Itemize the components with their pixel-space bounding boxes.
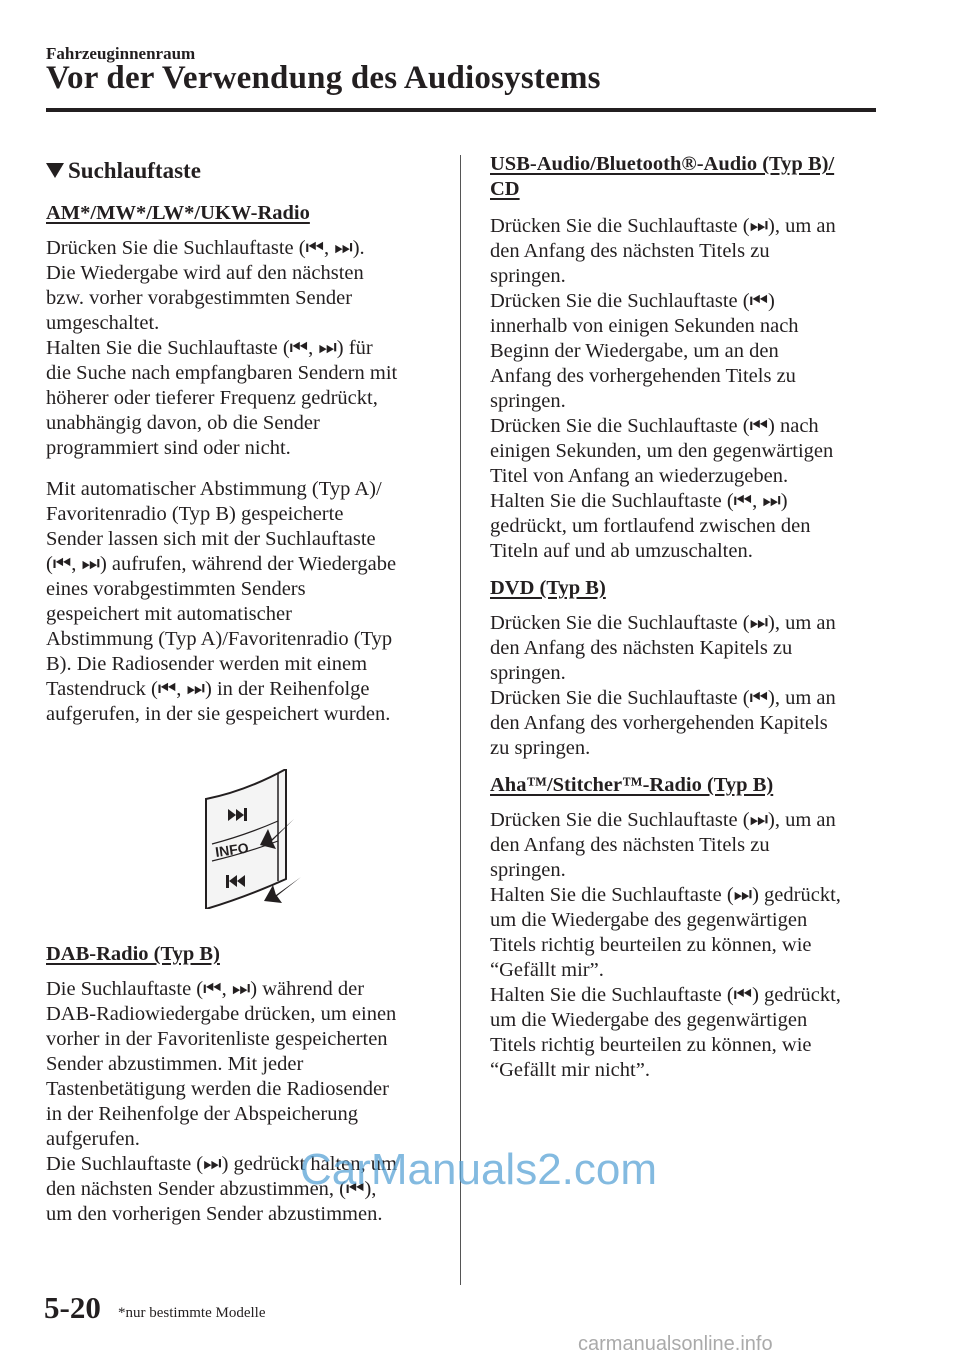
text-line: Favoritenradio (Typ B) gespeicherte: [46, 503, 344, 525]
text-line: Drücken Sie die Suchlauftaste (⏭), um an: [490, 215, 836, 237]
text-line: Titels richtig beurteilen zu können, wie: [490, 1034, 812, 1056]
text-line: programmiert sind oder nicht.: [46, 437, 291, 459]
text-line: den Anfang des nächsten Titels zu: [490, 834, 770, 856]
text-line: Tastenbetätigung werden die Radiosender: [46, 1078, 389, 1100]
watermark-carmanuals: CarManuals2.com: [300, 1145, 658, 1194]
aha-stitcher-heading: Aha™/Stitcher™-Radio (Typ B): [490, 774, 774, 796]
text-line: Titel von Anfang an wiederzugeben.: [490, 465, 789, 487]
text-line: den Anfang des vorhergehenden Kapitels: [490, 712, 828, 734]
text-line: zu springen.: [490, 737, 591, 759]
text-line: Drücken Sie die Suchlauftaste (⏭), um an: [490, 809, 836, 831]
text-line: Drücken Sie die Suchlauftaste (⏮, ⏭).: [46, 237, 365, 259]
section-label: Fahrzeuginnenraum: [46, 44, 196, 63]
text-line: den nächsten Sender abzustimmen, (⏮),: [46, 1178, 377, 1200]
previous-track-icon: [226, 875, 229, 888]
text-line: den Anfang des nächsten Titels zu: [490, 240, 770, 262]
text-line: springen.: [490, 265, 566, 287]
text-line: vorher in der Favoritenliste gespeicherten: [46, 1028, 388, 1050]
text-line: Die Suchlauftaste (⏮, ⏭) während der: [46, 978, 365, 1000]
text-line: DAB-Radiowiedergabe drücken, um einen: [46, 1003, 397, 1025]
text-line: Halten Sie die Suchlauftaste (⏮, ⏭) für: [46, 337, 373, 359]
usb-heading-line-1: USB-Audio/Bluetooth®-Audio (Typ B)/: [490, 153, 835, 175]
text-line: um die Wiedergabe des gegenwärtigen: [490, 909, 808, 931]
text-line: Sender lassen sich mit der Suchlauftaste: [46, 528, 376, 550]
spacer: [490, 564, 880, 576]
text-line: unabhängig davon, ob die Sender: [46, 412, 320, 434]
auto-tuning-text: [46, 477, 441, 727]
watermark-site: carmanualsonline.info: [578, 1333, 773, 1355]
text-line: springen.: [490, 859, 566, 881]
column-divider: [460, 155, 461, 1285]
text-line: Drücken Sie die Suchlauftaste (⏭), um an: [490, 612, 836, 634]
text-line: “Gefällt mir”.: [490, 959, 604, 981]
text-line: Tastendruck (⏮, ⏭) in der Reihenfolge: [46, 678, 370, 700]
dvd-text: [490, 611, 880, 761]
text-line: umgeschaltet.: [46, 312, 160, 334]
text-line: (⏮, ⏭) aufrufen, während der Wiedergabe: [46, 553, 397, 575]
am-radio-text: [46, 236, 441, 461]
text-line: Die Suchlauftaste (⏭) gedrückt halten, um: [46, 1153, 397, 1175]
text-line: eines vorabgestimmten Senders: [46, 578, 306, 600]
usb-audio-text: [490, 214, 880, 564]
right-column: [490, 152, 880, 1083]
seek-button-illustration: [186, 769, 306, 909]
am-radio-heading: AM*/MW*/LW*/UKW-Radio: [46, 202, 310, 224]
text-line: Halten Sie die Suchlauftaste (⏮) gedrückt,: [490, 984, 841, 1006]
text-line: Drücken Sie die Suchlauftaste (⏮): [490, 290, 775, 312]
text-line: Drücken Sie die Suchlauftaste (⏮), um an: [490, 687, 836, 709]
usb-heading-line-2: CD: [490, 178, 520, 200]
dvd-heading: DVD (Typ B): [490, 577, 606, 599]
usb-audio-heading: [490, 152, 880, 202]
text-line: bzw. vorher vorabgestimmten Sender: [46, 287, 353, 309]
page-title: Vor der Verwendung des Audiosystems: [46, 60, 601, 96]
text-line: aufgerufen, in der sie gespeichert wurden.: [46, 703, 391, 725]
text-line: Abstimmung (Typ A)/Favoritenradio (Typ: [46, 628, 393, 650]
text-line: Die Wiedergabe wird auf den nächsten: [46, 262, 364, 284]
text-line: einigen Sekunden, um den gegenwärtigen: [490, 440, 834, 462]
text-line: Sender abzustimmen. Mit jeder: [46, 1053, 304, 1075]
text-line: springen.: [490, 662, 566, 684]
text-line: Mit automatischer Abstimmung (Typ A)/: [46, 478, 382, 500]
text-line: B). Die Radiosender werden mit einem: [46, 653, 368, 675]
text-line: Halten Sie die Suchlauftaste (⏭) gedrückt,: [490, 884, 841, 906]
aha-stitcher-text: [490, 808, 880, 1083]
text-line: Anfang des vorhergehenden Titels zu: [490, 365, 796, 387]
text-line: innerhalb von einigen Sekunden nach: [490, 315, 799, 337]
text-line: Drücken Sie die Suchlauftaste (⏮) nach: [490, 415, 819, 437]
triangle-bullet-icon: [46, 163, 64, 178]
text-line: die Suche nach empfangbaren Sendern mit: [46, 362, 398, 384]
main-heading: [46, 158, 441, 183]
text-line: in der Reihenfolge der Abspeicherung: [46, 1103, 358, 1125]
text-line: den Anfang des nächsten Kapitels zu: [490, 637, 793, 659]
text-line: gedrückt, um fortlaufend zwischen den: [490, 515, 811, 537]
page-number: 5-20: [44, 1290, 101, 1325]
text-line: springen.: [490, 390, 566, 412]
text-line: “Gefällt mir nicht”.: [490, 1059, 650, 1081]
text-line: Halten Sie die Suchlauftaste (⏮, ⏭): [490, 490, 788, 512]
text-line: Beginn der Wiedergabe, um an den: [490, 340, 779, 362]
spacer: [46, 461, 441, 477]
dab-radio-heading: DAB-Radio (Typ B): [46, 943, 220, 965]
text-line: Titels richtig beurteilen zu können, wie: [490, 934, 812, 956]
text-line: gespeichert mit automatischer: [46, 603, 292, 625]
text-line: um die Wiedergabe des gegenwärtigen: [490, 1009, 808, 1031]
text-line: aufgerufen.: [46, 1128, 140, 1150]
spacer: [490, 761, 880, 773]
header-rule: [46, 108, 876, 112]
main-heading-text: Suchlauftaste: [68, 158, 201, 183]
text-line: Titeln auf und ab umzuschalten.: [490, 540, 753, 562]
footnote: *nur bestimmte Modelle: [118, 1305, 266, 1321]
info-label: INFO: [214, 839, 250, 860]
left-column: [46, 152, 441, 1227]
text-line: höherer oder tieferer Frequenz gedrückt,: [46, 387, 378, 409]
text-line: um den vorherigen Sender abzustimmen.: [46, 1203, 383, 1225]
